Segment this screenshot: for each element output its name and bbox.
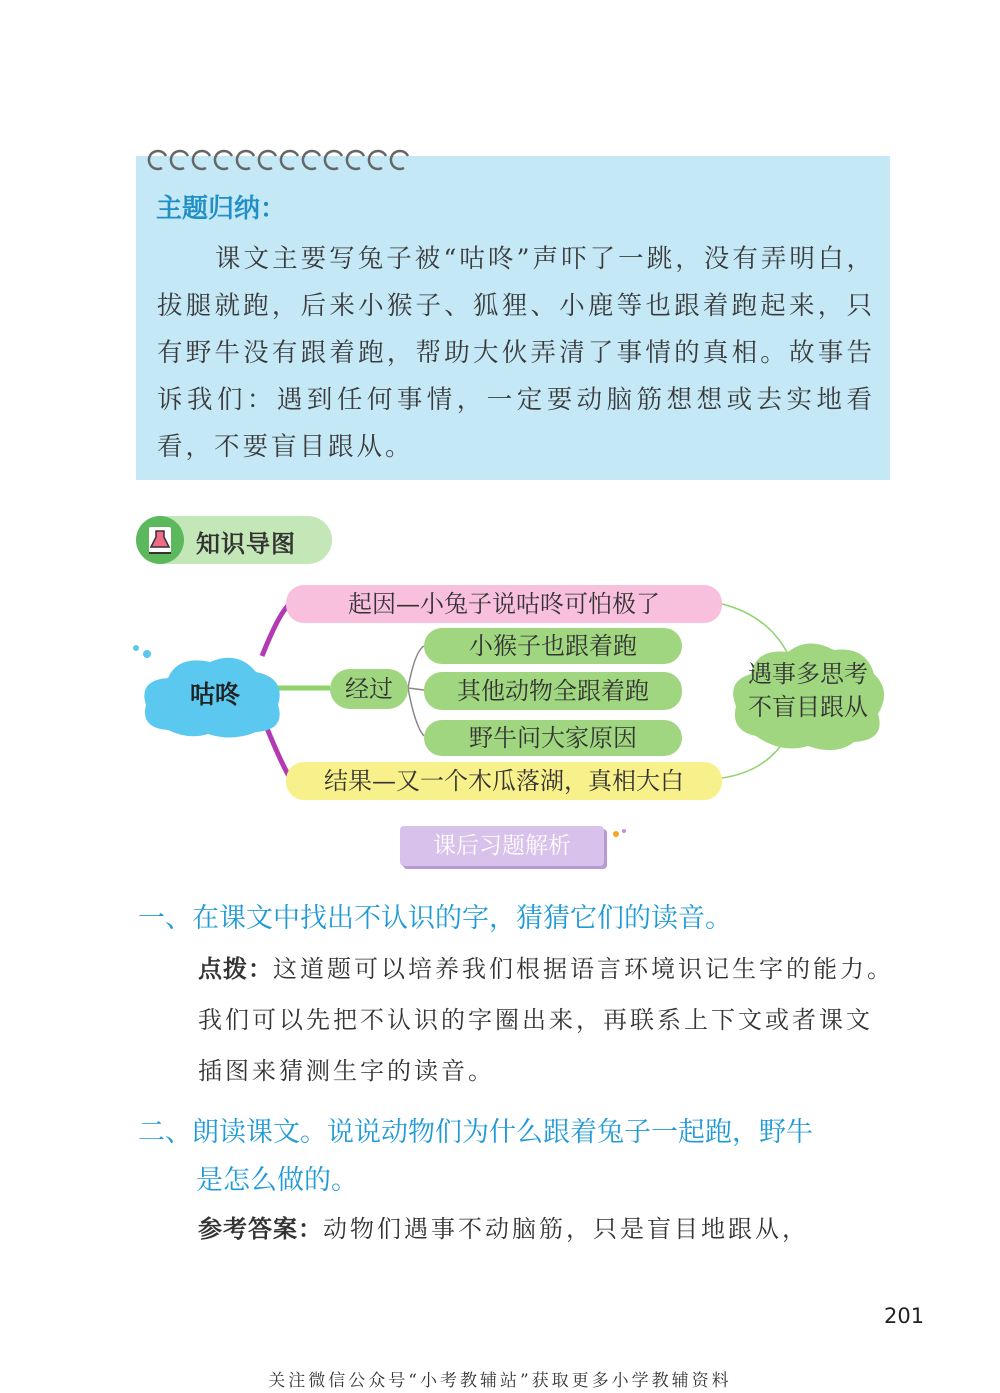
- answer-2-label: 参考答案：: [198, 1215, 323, 1243]
- moral-line: 不盲目跟从: [748, 693, 868, 721]
- answer-1: [198, 944, 898, 1097]
- question-2-line2: 是怎么做的。: [196, 1165, 358, 1196]
- page-number: 201: [884, 1304, 925, 1328]
- question-1: 一、在课文中找出不认识的字，猜猜它们的读音。: [138, 903, 732, 934]
- mindmap-process-item: 野牛问大家原因: [424, 720, 682, 756]
- question-2-line1: 二、朗读课文。说说动物们为什么跟着兔子一起跑，野牛: [138, 1117, 813, 1148]
- answer-2: [198, 1204, 898, 1255]
- mindmap-process-item: 小猴子也跟着跑: [424, 628, 682, 664]
- sparkle-icon: [610, 826, 630, 840]
- mindmap-result: 结果—又一个木瓜落湖，真相大白: [286, 762, 722, 800]
- answer-1-text: 这道题可以培养我们根据语言环境识记生字的能力。我们可以先把不认识的字圈出来，再联系上下文或者课文插图来猜测生字的读音。: [198, 955, 894, 1085]
- summary-text: 课文主要写兔子被“咕咚”声吓了一跳，没有弄明白，拔腿就跑，后来小猴子、狐狸、小鹿等也跟着跑起来，只有野牛没有跟着跑，帮助大伙弄清了事情的真相。故事告诉我们：遇到任何事情，一定要动脑筋想想或去实地看看，不要盲目跟从。: [157, 244, 875, 462]
- mindmap-center: 咕咚: [189, 680, 240, 709]
- answer-1-label: 点拨：: [198, 955, 273, 983]
- answer-2-text: 动物们遇事不动脑筋，只是盲目地跟从，: [323, 1215, 809, 1243]
- flask-icon: [136, 516, 184, 564]
- summary-title: 主题归纳：: [156, 194, 287, 224]
- mindmap-cause: 起因—小兔子说咕咚可怕极了: [286, 585, 722, 623]
- footer-note: 关注微信公众号“小考教辅站”获取更多小学教辅资料: [268, 1371, 732, 1391]
- mindmap-process-item: 其他动物全跟着跑: [424, 672, 682, 710]
- mindmap-process-label: 经过: [330, 669, 408, 709]
- mindmap-moral: [730, 658, 886, 724]
- moral-line: 遇事多思考: [748, 660, 868, 688]
- exercises-title: 课后习题解析: [433, 833, 571, 859]
- notebook-rings: [144, 146, 414, 172]
- knowledge-map-title: 知识导图: [196, 530, 296, 558]
